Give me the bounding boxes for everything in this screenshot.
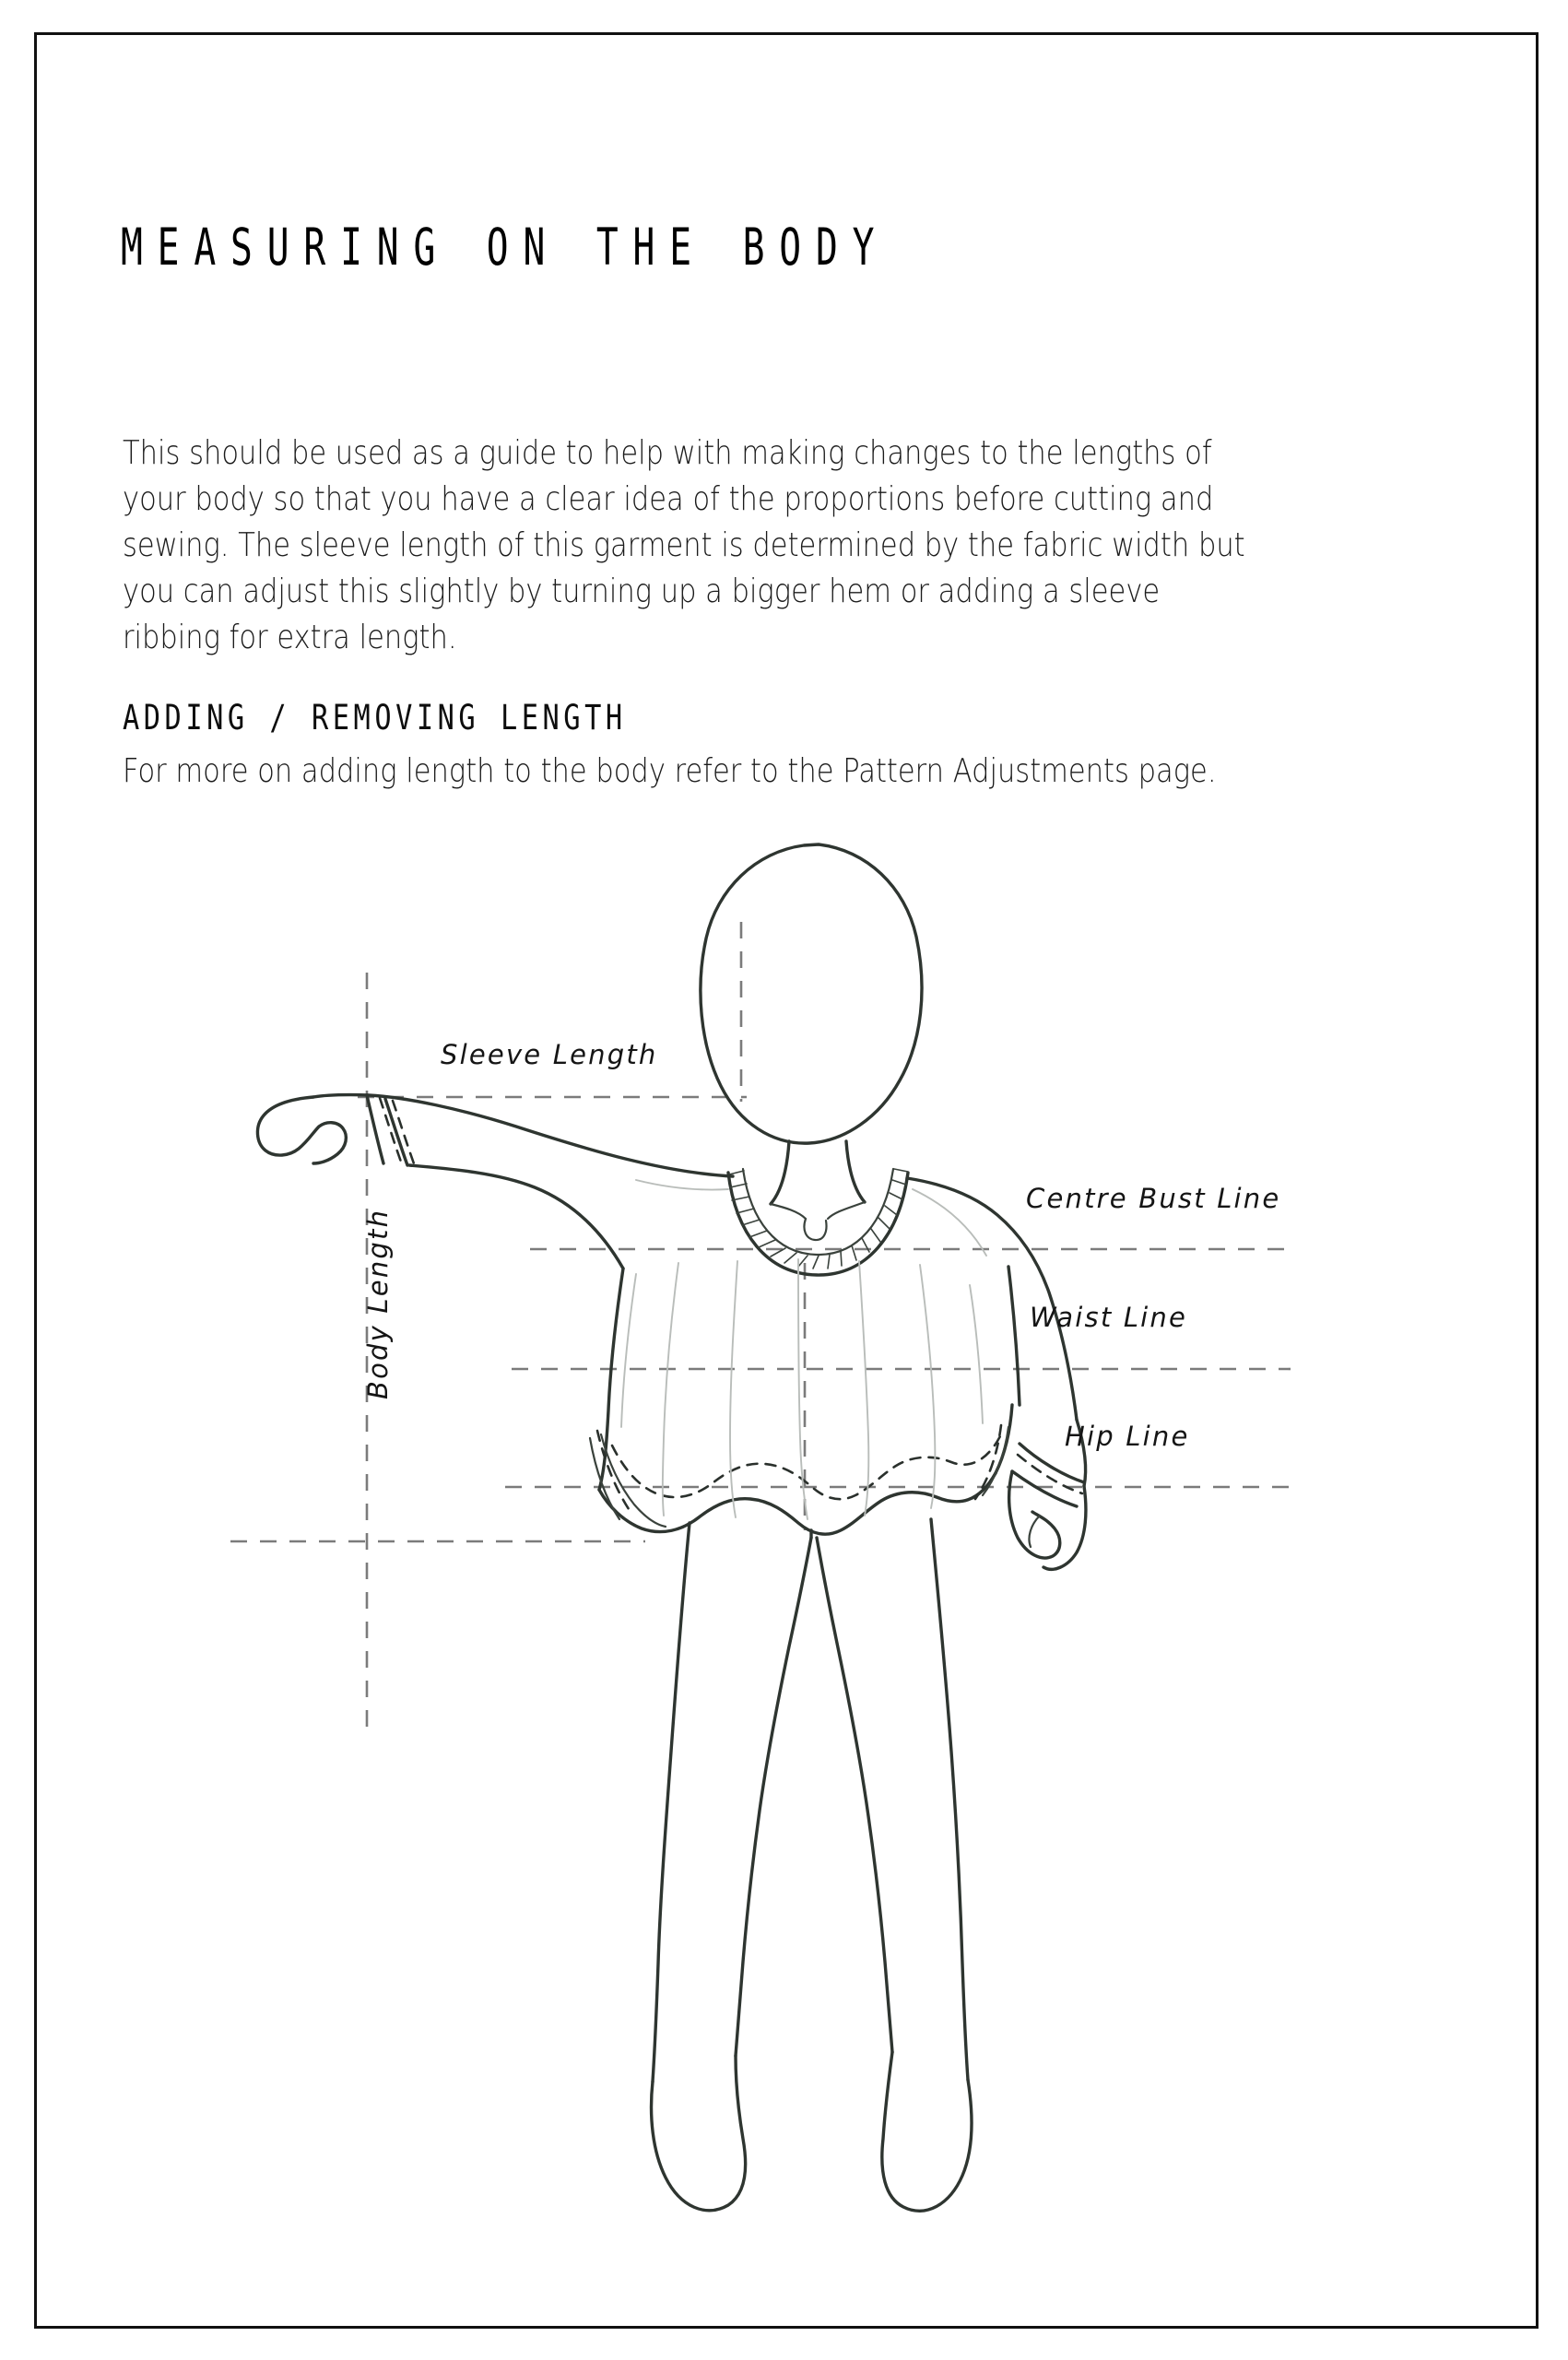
collar-outer <box>728 1173 908 1275</box>
page-title: MEASURING ON THE BODY <box>121 218 890 277</box>
sleeve-left-under <box>409 1165 623 1268</box>
cuff-left-stitch-a <box>380 1098 402 1164</box>
garment-drape-folds <box>621 1259 983 1519</box>
leg-left-outer <box>653 1523 690 2082</box>
collarbone-right <box>828 1202 865 1219</box>
hand-right <box>1009 1471 1060 1558</box>
sleeve-right-inner <box>1008 1267 1020 1405</box>
section-heading-adding-removing-length: ADDING / REMOVING LENGTH <box>123 698 627 738</box>
label-hip-line: Hip Line <box>1065 1421 1190 1452</box>
head-outline <box>701 844 922 1143</box>
hand-right-thumb <box>1029 1516 1040 1547</box>
hem-fold-left <box>601 1434 666 1527</box>
label-centre-bust-line: Centre Bust Line <box>1026 1183 1281 1214</box>
collarbone-left <box>771 1204 806 1219</box>
neck-left <box>771 1141 789 1204</box>
foot-left <box>652 2056 746 2211</box>
hem-stitch-line <box>612 1434 1001 1499</box>
cuff-left-outer <box>367 1095 383 1163</box>
intro-paragraph: This should be used as a guide to help with making changes to the lengths of your body so that you have a clear idea of the proportions before cutting and sewing. The sleeve length of this garment is determined by the fabric width but you can adjust this slightly by turning up a bigger hem or adding a sleeve ribbing for extra length. <box>123 434 1245 656</box>
leg-left-inner <box>736 1538 811 2056</box>
foot-right <box>882 2052 972 2211</box>
hand-left <box>257 1097 346 1163</box>
collar-rib-hatching <box>729 1169 908 1268</box>
shoulder-shaping-left <box>636 1180 728 1190</box>
label-body-length: Body Length <box>362 1208 394 1399</box>
label-waist-line: Waist Line <box>1030 1302 1188 1333</box>
figure-drawing <box>257 844 1086 2211</box>
label-sleeve-length: Sleeve Length <box>441 1039 658 1070</box>
collar-inner <box>743 1169 893 1255</box>
neck-right <box>846 1141 865 1202</box>
body-side-left <box>599 1268 623 1490</box>
section-paragraph: For more on adding length to the body refer to the Pattern Adjustments page. <box>123 752 1217 790</box>
leg-right-inner <box>817 1538 892 2052</box>
sternum-notch <box>804 1219 826 1240</box>
leg-right-outer <box>931 1519 968 2080</box>
